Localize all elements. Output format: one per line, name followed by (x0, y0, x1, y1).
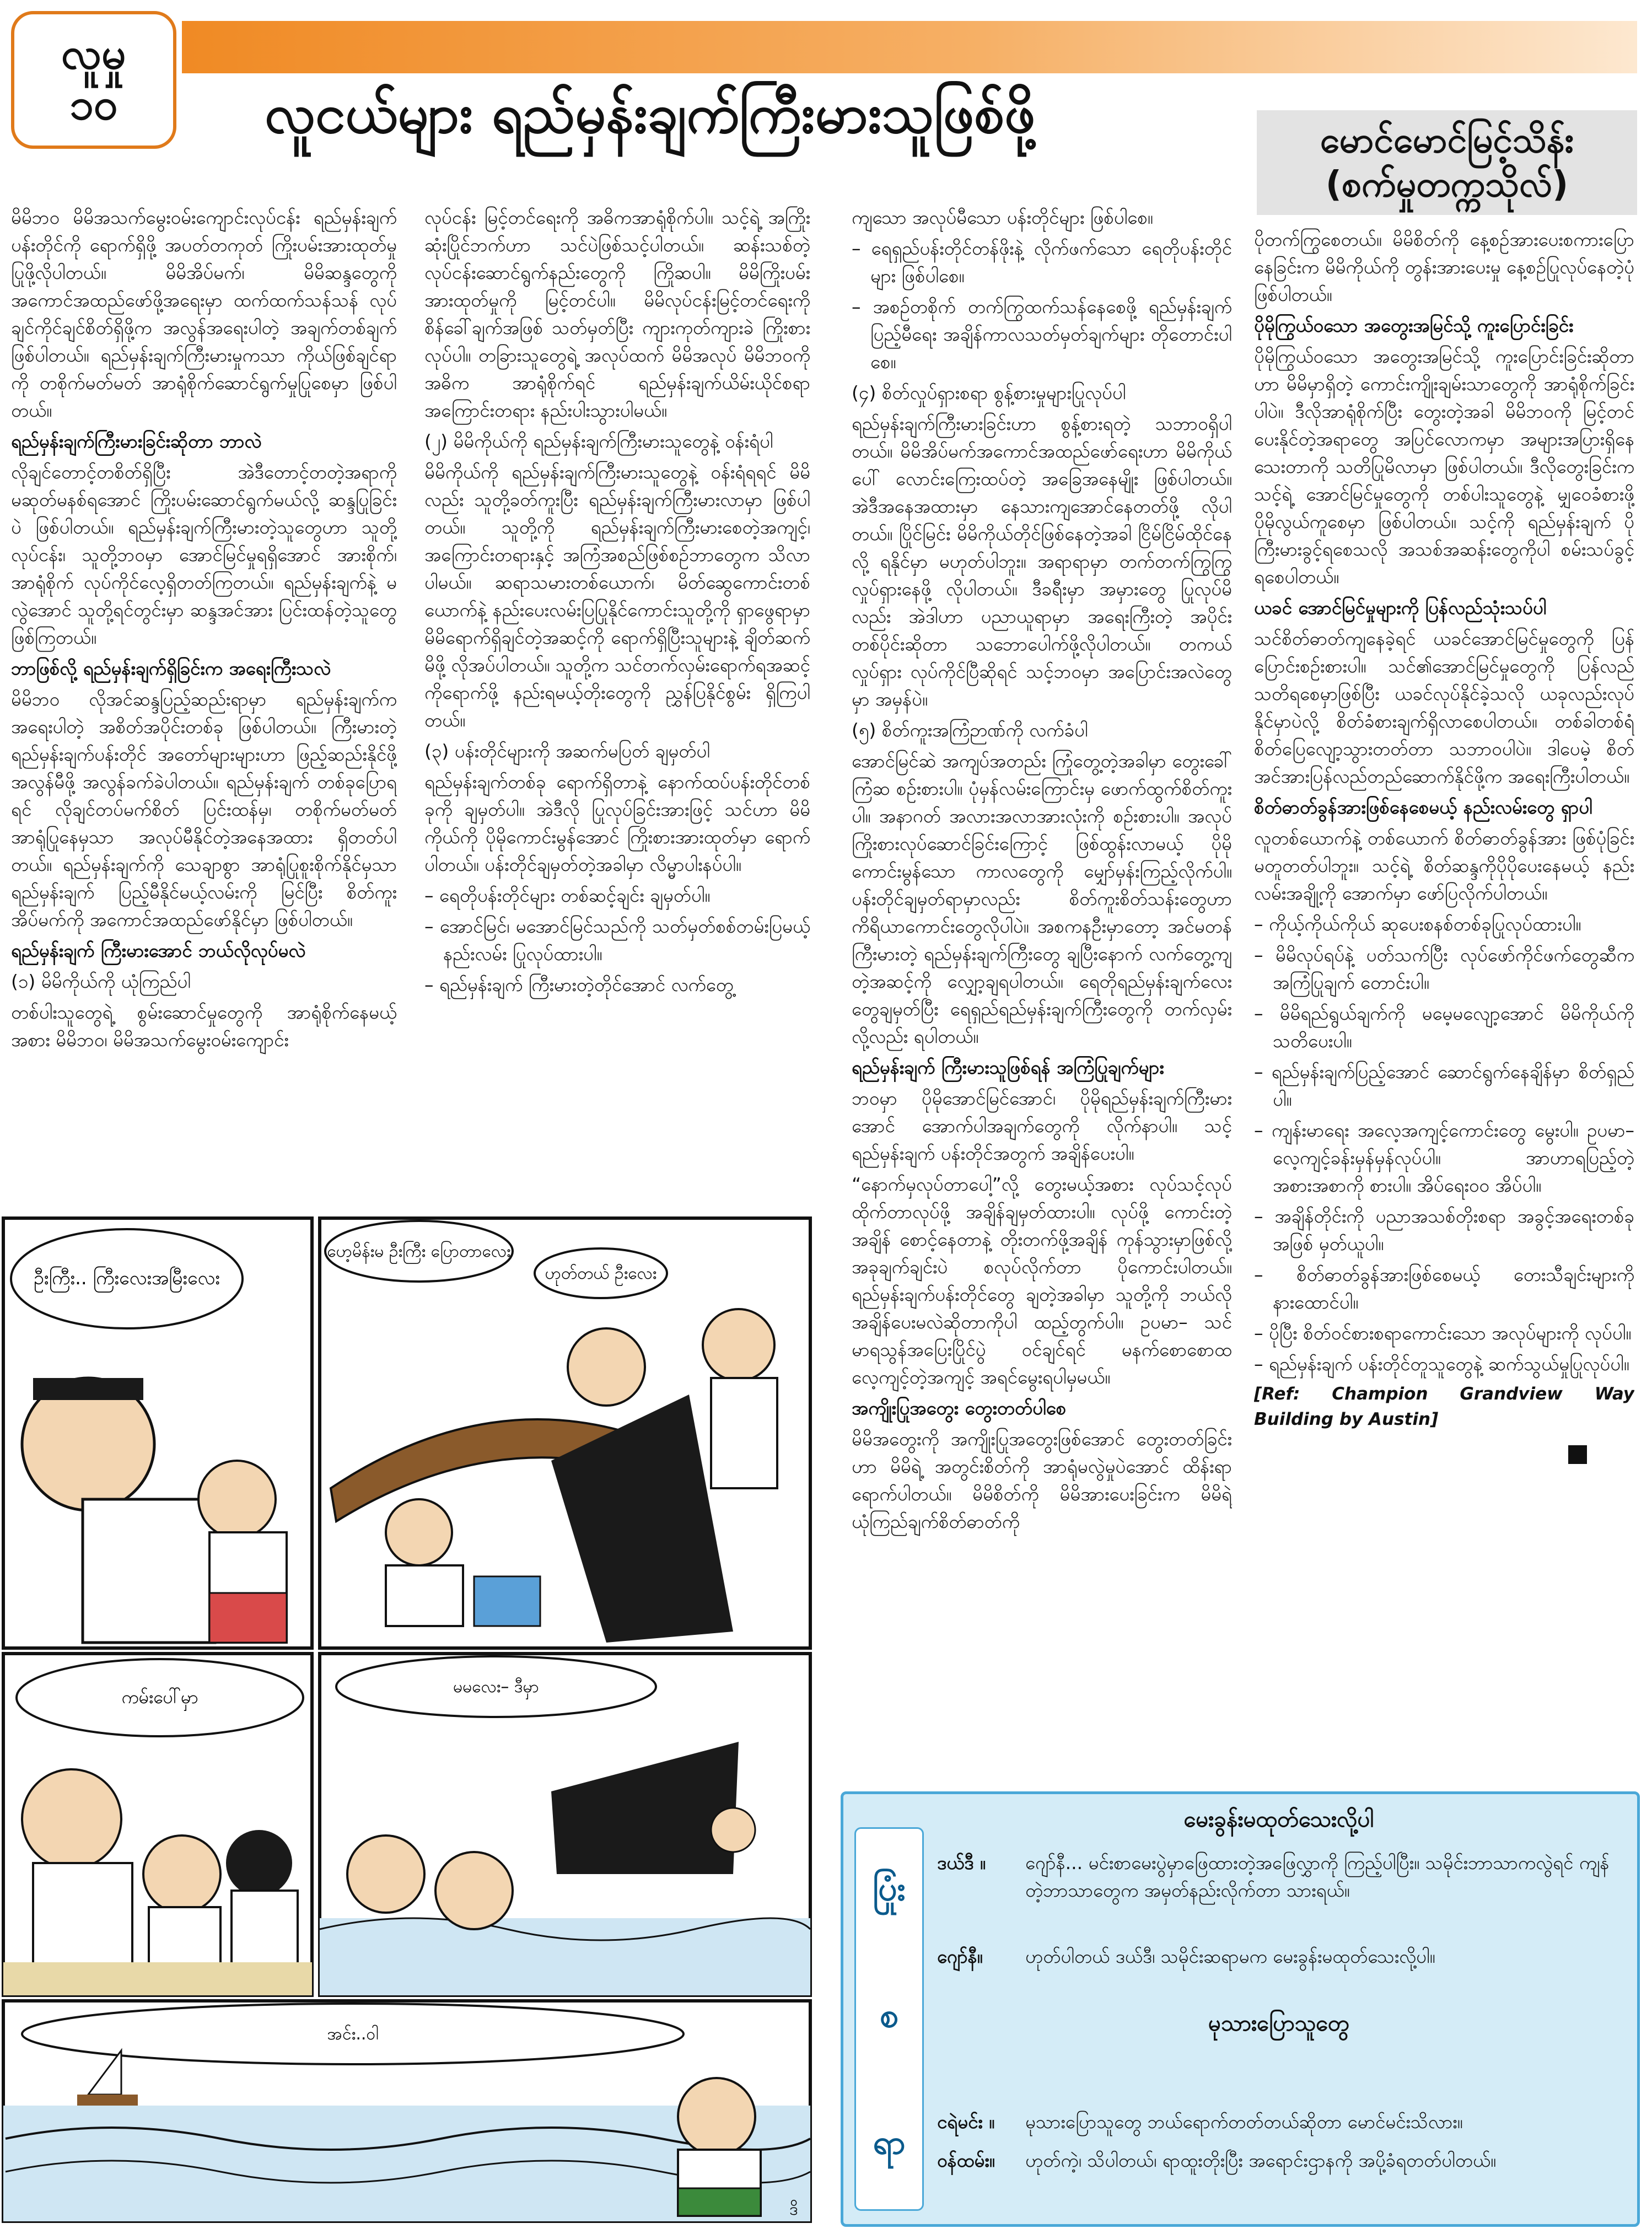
page-number: ၁၀ (69, 80, 118, 130)
subheading: ဘာဖြစ်လို့ ရည်မှန်းချက်ရှိခြင်းက အရေးကြီးသလဲ (11, 658, 331, 679)
paragraph: လူတစ်ယောက်နဲ့ တစ်ယောက် စိတ်ဓာတ်ခွန်အား ဖြစ်ပုံခြင်း မတူတတ်ပါဘူး။ သင့်ရဲ့ စိတ်ဆန္ဒကိုပိုပိုပေးနေမယ့် နည်းလမ်းအချို့ကို အောက်မှာ ဖော်ပြလိုက်ပါတယ်။ (1254, 827, 1634, 904)
paragraph: ဘဝမှာ ပိုမိုအောင်မြင်အောင်၊ ပိုမိုရည်မှန်းချက်ကြီးမားအောင် အောက်ပါအချက်တွေကို လိုက်နာပါ။ သင့်ရည်မှန်းချက် ပန်းတိုင်အတွက် အချိန်ပေးပါ။ (852, 1088, 1232, 1164)
subheading: ရည်မှန်းချက် ကြီးမားသူဖြစ်ရန် အကြံပြုချက်များ (852, 1057, 1164, 1078)
speaker: ဝန်ထမ်း။ (937, 2150, 995, 2171)
reference-note: [Ref: Champion Grandview Way Building by Austin] (1254, 1384, 1634, 1429)
dialogue: မုသားပြောသူတွေ ဘယ်ရောက်တတ်တယ်ဆိုတာ မောင်မင်းသိလား။ (1025, 2111, 1463, 2133)
side-label-char: ရာ (873, 2123, 906, 2162)
speech-bubble: ဟုတ်တယ် ဦးလေး (545, 1264, 657, 1283)
list-item: – ရည်မှန်းချက်ပြည့်အောင် ဆောင်ရွက်နေချိန်မှာ စိတ်ရှည်ပါ။ (1254, 1061, 1634, 1110)
paragraph: မိမိဘဝ လိုအင်ဆန္ဒပြည့်ဆည်းရာမှာ ရည်မှန်းချက်က အရေးပါတဲ့ အစိတ်အပိုင်းတစ်ခု ဖြစ်ပါတယ်။ ကြီးမားတဲ့ ရည်မှန်းချက်ပန်းတိုင် အတော်များများဟာ ဖြည့်ဆည်းနိုင်ဖို့ အလွန်မီဖို့ အလွန်ခက်ခဲပါတယ်။ ရည်မှန်းချက် တစ်ခုပြောရရင် လိုချင်တပ်မက်စိတ် ပြင်းထန်မှ၊ တစိုက်မတ်မတ် အာရုံပြုနေမှသာ အလုပ်မီနိုင်တဲ့အနေအထား ရှိတတ်ပါတယ်။ ရည်မှန်းချက်ကို သေချာစွာ အာရုံပြုစူးစိုက်နိုင်မှသာ ရည်မှန်းချက် ပြည့်မီနိုင်မယ့်လမ်းကို မြင်ပြီး စိတ်ကူးအိပ်မက်ကို အကောင်အထည်ဖော်နိုင်မှာ ဖြစ်ပါတယ်။ (11, 688, 397, 930)
list-item: – ရည်မှန်းချက် ပန်းတိုင်တူသူတွေနဲ့ ဆက်သွယ်မှုပြုလုပ်ပါ။ (1254, 1353, 1629, 1375)
list-item: – ရေတိုပန်းတိုင်များ တစ်ဆင့်ချင်း ချမှတ်ပါ။ (424, 885, 711, 906)
article-column-2 (424, 204, 810, 1196)
numbered-heading: (၂) မိမိကိုယ်ကို ရည်မှန်းချက်ကြီးမားသူတွေနဲ့ ဝန်းရံပါ (424, 430, 773, 452)
end-of-article-mark (1568, 1445, 1587, 1464)
list-item: – အချိန်တိုင်းကို ပညာအသစ်တိုးစရာ အခွင့်အရေးတစ်ခုအဖြစ် မှတ်ယူပါ။ (1254, 1205, 1634, 1255)
list-item: – အောင်မြင်၊ မအောင်မြင်သည်ကို သတ်မှတ်စစ်တမ်းပြမယ့်နည်းလမ်း ပြုလုပ်ထားပါ။ (424, 916, 810, 965)
speech-bubble: ဟေ့မိန်းမ ဦးကြီး ပြောတာလေး (327, 1242, 511, 1261)
subheading: ရည်မှန်းချက်ကြီးမားခြင်းဆိုတာ ဘာလဲ (11, 430, 262, 452)
joke-line (937, 1849, 1626, 1904)
comic-panel-2 (320, 1218, 810, 1648)
paragraph: အောင်မြင်ဆဲ အကျပ်အတည်း ကြုံတွေ့တဲ့အခါမှာ တွေးခေါ်ကြံဆ စဉ်းစားပါ။ ပုံမှန်လမ်းကြောင်းမှ ဖောက်ထွက်စိတ်ကူးပါ။ အနာဂတ် အလားအလာအားလုံးကို စဉ်းစားပါ။ အလုပ်ကြိုးစားလုပ်ဆောင်ခြင်းကြောင့် ဖြစ်ထွန်းလာမယ့် ပိုမိုကောင်းမွန်သော ကာလတွေကို မျှော်မှန်းကြည့်လိုက်ပါ။ ပန်းတိုင်ချမှတ်ရာမှာလည်း စိတ်ကူးစိတ်သန်းတွေဟာ ကိရိယာကောင်းတွေလိုပါပဲ။ အစကနဦးမှာတော့ အင်မတန်ကြီးမားတဲ့ ရည်မှန်းချက်ကြီးတွေ ချပြီးနောက် လက်တွေ့ကျတဲ့အဆင့်ကို လျှော့ချရပါတယ်။ ရေတိုရည်မှန်းချက်လေးတွေချမှတ်ပြီး ရေရှည်ရည်မှန်းချက်ကြီးတွေကို တက်လှမ်းလို့လည်း ရပါတယ်။ (852, 750, 1232, 1047)
paragraph: လိုချင်တောင့်တစိတ်ရှိပြီး အဲဒီတောင့်တတဲ့အရာကို မဆုတ်မနစ်ရအောင် ကြိုးပမ်းဆောင်ရွက်မယ်လို့ ဆန္ဒပြုခြင်းပဲ ဖြစ်ပါတယ်။ ရည်မှန်းချက်ကြီးမားတဲ့သူတွေဟာ သူတို့လုပ်ငန်း၊ သူတို့ဘဝမှာ အောင်မြင်မှုရရှိအောင် အားစိုက်၊ အာရုံစိုက် လုပ်ကိုင်လေ့ရှိတတ်ကြတယ်။ ရည်မှန်းချက်နဲ့ မလွဲအောင် သူတို့ရင်တွင်းမှာ ဆန္ဒအင်အား ပြင်းထန်တဲ့သူတွေ ဖြစ်ကြတယ်။ (11, 461, 397, 648)
paragraph: ကျသော အလုပ်မီသော ပန်းတိုင်များ ဖြစ်ပါစေ။ (852, 207, 1153, 228)
paragraph: သင်စိတ်ဓာတ်ကျနေခဲ့ရင် ယခင်အောင်မြင်မှုတွေကို ပြန်ပြောင်းစဉ်းစားပါ။ သင်၏အောင်မြင်မှုတွေကို ပြန်လည်သတိရစေမှာဖြစ်ပြီး ယခင်လုပ်နိုင်ခဲ့သလို ယခုလည်းလုပ်နိုင်မှာပဲလို့ စိတ်ခံစားချက်ရှိလာစေပါတယ်။ တစ်ခါတစ်ရံ စိတ်ပြေလျော့သွားတတ်တာ သဘာဝပါပဲ။ ဒါပေမဲ့ စိတ်အင်အားပြန်လည်တည်ဆောက်နိုင်ဖို့က အရေးကြီးပါတယ်။ (1254, 628, 1634, 787)
subheading: အကျိုးပြုအတွေး တွေးတတ်ပါစေ (852, 1397, 1067, 1419)
comic-strip (0, 1213, 816, 2227)
paragraph: မိမိဘဝ မိမိအသက်မွေးဝမ်းကျောင်းလုပ်ငန်း ရည်မှန်းချက်ပန်းတိုင်ကို ရောက်ရှိဖို့ အပတ်တကုတ် ကြိုးပမ်းအားထုတ်မှု ပြုဖို့လိုပါတယ်။ မိမိအိပ်မက်၊ မိမိဆန္ဒတွေကို အကောင်အထည်ဖော်ဖို့အရေးမှာ ထက်ထက်သန်သန် လုပ်ချင်ကိုင်ချင်စိတ်ရှိဖို့က အလွန်အရေးပါတဲ့ အချက်တစ်ချက် ဖြစ်ပါတယ်။ ရည်မှန်းချက်ကြီးမားမှုကသာ ကိုယ်ဖြစ်ချင်ရာကို တစိုက်မတ်မတ် အာရုံစိုက်ဆောင်ရွက်မှုပြုစေမှာ ဖြစ်ပါတယ်။ (11, 207, 397, 421)
list-item: – စိတ်ဓာတ်ခွန်အားဖြစ်စေမယ့် တေးသီချင်းများကို နားထောင်ပါ။ (1254, 1264, 1634, 1313)
numbered-heading: (၄) စိတ်လှုပ်ရှားစရာ စွန့်စားမှုများပြုလုပ်ပါ (852, 382, 1126, 403)
numbered-heading: (၅) စိတ်ကူးအကြံဉာဏ်ကို လက်ခံပါ (852, 719, 1088, 741)
comic-panel-4 (320, 1654, 810, 1995)
paragraph: ပိုမိုကြွယ်ဝသော အတွေးအမြင်သို့ ကူးပြောင်းခြင်းဆိုတာဟာ မိမိမှာရှိတဲ့ ကောင်းကျိုးချမ်းသာတွေကို အာရုံစိုက်ခြင်းပါပဲ။ ဒီလိုအာရုံစိုက်ပြီး တွေးတဲ့အခါ မိမိဘဝကို မြင့်တင်ပေးနိုင်တဲ့အရာတွေ အပြင်လောကမှာ အများအပြားရှိနေသေးတာကို သတိပြုမိလာမှာ ဖြစ်ပါတယ်။ ဒီလိုတွေးခြင်းက သင့်ရဲ့ အောင်မြင်မှုတွေကို တစ်ပါးသူတွေနဲ့ မျှဝေခံစားဖို့ ပိုမိုလွယ်ကူစေမှာ ဖြစ်ပါတယ်။ သင့်ကို ရည်မှန်းချက် ပိုကြီးမားခွင့်ရစေသလို အသစ်အဆန်းတွေကိုပါ စမ်းသပ်ခွင့် ရစေပါတယ်။ (1254, 346, 1634, 588)
paragraph: ရည်မှန်းချက်ကြီးမားခြင်းဟာ စွန့်စားရတဲ့ သဘာဝရှိပါတယ်။ မိမိအိပ်မက်အကောင်အထည်ဖော်ရေးဟာ မိမိကိုယ်ပေါ် လောင်းကြေးထပ်တဲ့ အခြေအနေမျိုး ဖြစ်ပါတယ်။ အဲဒီအနေအထားမှာ နေသားကျအောင်နေတတ်ဖို့ လိုပါတယ်။ ပြိုင်မြင်း မိမိကိုယ်တိုင်ဖြစ်နေတဲ့အခါ ငြိမ်ငြိမ်ထိုင်နေလို့ ရနိုင်မှာ မဟုတ်ပါဘူး။ အရာရာမှာ တက်တက်ကြွကြွ လှုပ်ရှားနေဖို့ လိုပါတယ်။ ဒီခရီးမှာ အမှားတွေ ပြုလုပ်မိလည်း အဲဒါဟာ ပညာယူရာမှာ အရေးကြီးတဲ့ အပိုင်းတစ်ပိုင်းဆိုတာ သဘောပေါက်ဖို့လိုပါတယ်။ တကယ်လှုပ်ရှား လုပ်ကိုင်ပြီဆိုရင် သင့်ဘဝမှာ အပြောင်းအလဲတွေ မှာ အမှန်ပဲ။ (852, 413, 1232, 710)
joke-title: မေးခွန်းမထုတ်သေးလို့ပါ (1183, 1807, 1374, 1832)
subheading: ပိုမိုကြွယ်ဝသော အတွေးအမြင်သို့ ကူးပြောင်းခြင်း (1254, 315, 1574, 336)
speech-bubble: ကမ်းပေါ်မှာ (121, 1687, 198, 1708)
article-column-4 (1254, 226, 1634, 1681)
author-byline (1257, 110, 1637, 215)
author-name: မောင်မောင်မြင့်သိန်း (1320, 120, 1574, 161)
comic-panel-3 (3, 1654, 312, 1995)
dialogue: ဂျော်နီ... မင်းစာမေးပွဲမှာဖြေထားတဲ့အဖြေလွှာကို ကြည့်ပါပြီး။ သမိုင်းဘာသာကလွဲရင် ကျန်တဲ့ဘာသာတွေက အမှတ်နည်းလိုက်တာ သားရယ်။ (1025, 1852, 1610, 1901)
subheading: ရည်မှန်းချက် ကြီးမားအောင် ဘယ်လိုလုပ်မလဲ (11, 940, 306, 961)
list-item: – မိမိရည်ရွယ်ချက်ကို မမေ့မလျော့အောင် မိမိကိုယ်ကို သတိပေးပါ။ (1254, 1003, 1634, 1052)
artist-signature: ဒိ (789, 2200, 798, 2219)
speech-bubble: မမလေး– ဒီမှာ (453, 1677, 539, 1697)
joke-title: မုသားပြောသူတွေ (1208, 2011, 1349, 2036)
dialogue: ဟုတ်ကဲ့၊ သိပါတယ်၊ ရာထူးတိုးပြီး အရောင်းဌာနကို အပို့ခံရတတ်ပါတယ်။ (1025, 2150, 1496, 2171)
side-label-char: ပြုံး (873, 1870, 906, 1908)
list-item: – ကျန်းမာရေး အလေ့အကျင့်ကောင်းတွေ မွေးပါ။ ဥပမာ– လေ့ကျင့်ခန်းမှန်မှန်လုပ်ပါ။ အာဟာရပြည့်တဲ့ အစားအစာကို စားပါ။ အိပ်ရေးဝဝ အိပ်ပါ။ (1254, 1119, 1634, 1196)
list-item: – ရေရှည်ပန်းတိုင်တန်ဖိုးနဲ့ လိုက်ဖက်သော ရေတိုပန်းတိုင်များ ဖြစ်ပါစေ။ (852, 238, 1232, 287)
paragraph: ရည်မှန်းချက်တစ်ခု ရောက်ရှိတာနဲ့ နောက်ထပ်ပန်းတိုင်တစ်ခုကို ချမှတ်ပါ။ အဲဒီလို ပြုလုပ်ခြင်းအားဖြင့် သင်ဟာ မိမိကိုယ်ကို ပိုမိုကောင်းမွန်အောင် ကြိုးစားအားထုတ်မှာ ရောက်ပါတယ်။ ပန်းတိုင်ချမှတ်တဲ့အခါမှာ လိမ္မာပါးနပ်ပါ။ (424, 771, 810, 875)
paragraph: ပိုတက်ကြွစေတယ်။ မိမိစိတ်ကို နေ့စဉ်အားပေးစကားပြောနေခြင်းက မိမိကိုယ်ကို တွန်းအားပေးမှု နေ့စဉ်ပြုလုပ်နေတဲ့ပုံ ဖြစ်ပါတယ်။ (1254, 229, 1634, 305)
paragraph: “နောက်မှလုပ်တာပေါ့”လို့ တွေးမယ့်အစား လုပ်သင့်လုပ်ထိုက်တာလုပ်ဖို့ အချိန်ချမှတ်ထားပါ။ လုပ်ဖို့ ကောင်းတဲ့အချိန် စောင့်နေတာနဲ့ တိုးတက်ဖို့အချိန် ကုန်သွားမှာဖြစ်လို့ အခုချက်ချင်းပဲ စလုပ်လိုက်တာ ပိုကောင်းပါတယ်။ ရည်မှန်းချက်ပန်းတိုင်တွေ ချတဲ့အခါမှာ သူတို့ကို ဘယ်လိုအချိန်ပေးမလဲဆိုတာကိုပါ ထည့်တွက်ပါ။ ဥပမာ– သင်မာရသွန်အပြေးပြိုင်ပွဲ ဝင်ချင်ရင် မနက်စောစောထ လေ့ကျင့်တဲ့အကျင့် အရင်မွေးရပါမှမယ်။ (852, 1173, 1232, 1388)
author-affiliation: (စက်မှုတက္ကသိုလ်) (1325, 164, 1569, 205)
comic-panel-5 (3, 2001, 810, 2221)
joke-line (937, 2147, 1626, 2174)
subheading: ယခင် အောင်မြင်မှုများကို ပြန်လည်သုံးသပ်ပါ (1254, 597, 1547, 618)
list-item: – အစဉ်တစိုက် တက်ကြွထက်သန်နေစေဖို့ ရည်မှန်းချက်ပြည့်မီရေး အချိန်ကာလသတ်မှတ်ချက်များ တိုတောင်းပါစေ။ (852, 296, 1232, 373)
speaker: ဂျော်နီ။ (937, 1946, 983, 1967)
speaker: ဒယ်ဒီ ။ (937, 1852, 986, 1874)
list-item: – ရည်မှန်းချက် ကြီးမားတဲ့တိုင်အောင် လက်တွေ့ (424, 974, 734, 995)
paragraph: မိမိအတွေးကို အကျိုးပြုအတွေးဖြစ်အောင် တွေးတတ်ခြင်းဟာ မိမိရဲ့ အတွင်းစိတ်ကို အာရုံမလွဲမှုပဲအောင် ထိန်းရာရောက်ပါတယ်။ မိမိစိတ်ကို မိမိအားပေးခြင်းက မိမိရဲ့ ယုံကြည်ချက်စိတ်ဓာတ်ကို (852, 1428, 1232, 1532)
numbered-heading: (၃) ပန်းတိုင်များကို အဆက်မပြတ် ချမှတ်ပါ (424, 740, 710, 762)
list-item: – မိမိလုပ်ရပ်နဲ့ ပတ်သက်ပြီး လုပ်ဖော်ကိုင်ဖက်တွေဆီက အကြံပြုချက် တောင်းပါ။ (1254, 944, 1634, 993)
jokes-box (841, 1791, 1640, 2227)
speech-bubble: ဦးကြီး.. ကြီးလေးအမြီးလေး (33, 1267, 220, 1289)
joke-line (937, 1943, 1626, 1971)
list-item: – ပိုပြီး စိတ်ဝင်စားစရာကောင်းသော အလုပ်များကို လုပ်ပါ။ (1254, 1322, 1632, 1344)
comic-panel-1 (3, 1218, 312, 1648)
paragraph: မိမိကိုယ်ကို ရည်မှန်းချက်ကြီးမားသူတွေနဲ့ ဝန်းရံရရင် မိမိလည်း သူတို့ခတ်ကူးပြီး ရည်မှန်းချက်ကြီးမားလာမှာ ဖြစ်ပါတယ်။ သူတို့ကို ရည်မှန်းချက်ကြီးမားစေတဲ့အကျင့်၊ အကြောင်းတရားနှင့် အကြံအစည်ဖြစ်စဉ်ဘာတွေက သိလာပါမယ်။ ဆရာသမားတစ်ယောက်၊ မိတ်ဆွေကောင်းတစ်ယောက်နဲ့ နည်းပေးလမ်းပြပြုနိုင်ကောင်းသူတို့ကို ရှာဖွေရာမှာ မိမိရောက်ရှိချင်တဲ့အဆင့်ကို ရောက်ရှိပြီးသူများနဲ့ ချိတ်ဆက်မိဖို့ လိုအပ်ပါတယ်။ သူတို့က သင်တက်လှမ်းရောက်ရအဆင့်ကိုရောက်ဖို့ နည်းရမယ့်တိုးတွေကို ညွှန်ပြနိုင်စွမ်း ရှိကြပါတယ်။ (424, 461, 810, 731)
speech-bubble: အင်း..ဝါ (327, 2025, 379, 2044)
speaker: ငရဲမင်း ။ (937, 2111, 995, 2133)
paragraph: လုပ်ငန်း မြင့်တင်ရေးကို အဓိကအာရုံစိုက်ပါ။ သင့်ရဲ့ အကြိုးဆုံးပြိုင်ဘက်ဟာ သင်ပဲဖြစ်သင့်ပါတယ်။ ဆန်းသစ်တဲ့ လုပ်ငန်းဆောင်ရွက်နည်းတွေကို ကြိုဆပါ။ မိမိကြိုးပမ်းအားထုတ်မှုကို မြင့်တင်ပါ။ မိမိလုပ်ငန်းမြင့်တင်ရေးကို စိန်ခေါ်ချက်အဖြစ် သတ်မှတ်ပြီး ကျားကုတ်ကျားခဲ ကြိုးစားလုပ်ပါ။ တခြားသူတွေရဲ့ အလုပ်ထက် မိမိအလုပ် မိမိဘဝကို အဓိက အာရုံစိုက်ရင် ရည်မှန်းချက်ယိမ်းယိုင်စရာ အကြောင်းတရား နည်းပါးသွားပါမယ်။ (424, 207, 810, 421)
list-item: – ကိုယ့်ကိုယ်ကိုယ် ဆုပေးစနစ်တစ်ခုပြုလုပ်ထားပါ။ (1254, 913, 1581, 935)
joke-line (937, 2108, 1626, 2136)
article-headline: လူငယ်များ ရည်မှန်းချက်ကြီးမားသူဖြစ်ဖို့ (265, 82, 1035, 146)
side-label-char: စ (880, 1996, 898, 2035)
section-name: လူမှု (61, 29, 126, 79)
header-band (182, 21, 1637, 73)
jokes-side-label (854, 1827, 924, 2211)
paragraph: တစ်ပါးသူတွေရဲ့ စွမ်းဆောင်မှုတွေကို အာရုံစိုက်နေမယ့်အစား မိမိဘဝ၊ မိမိအသက်မွေးဝမ်းကျောင်း (11, 1002, 397, 1051)
article-column-1 (11, 204, 397, 1196)
numbered-heading: (၁) မိမိကိုယ်ကို ယုံကြည်ပါ (11, 971, 191, 992)
dialogue: ဟုတ်ပါတယ် ဒယ်ဒီ၊ သမိုင်းဆရာမက မေးခွန်းမထုတ်သေးလို့ပါ။ (1025, 1946, 1435, 1967)
section-tag (11, 11, 176, 149)
subheading: စိတ်ဓာတ်ခွန်အားဖြစ်နေစေမယ့် နည်းလမ်းတွေ ရှာပါ (1254, 796, 1592, 818)
